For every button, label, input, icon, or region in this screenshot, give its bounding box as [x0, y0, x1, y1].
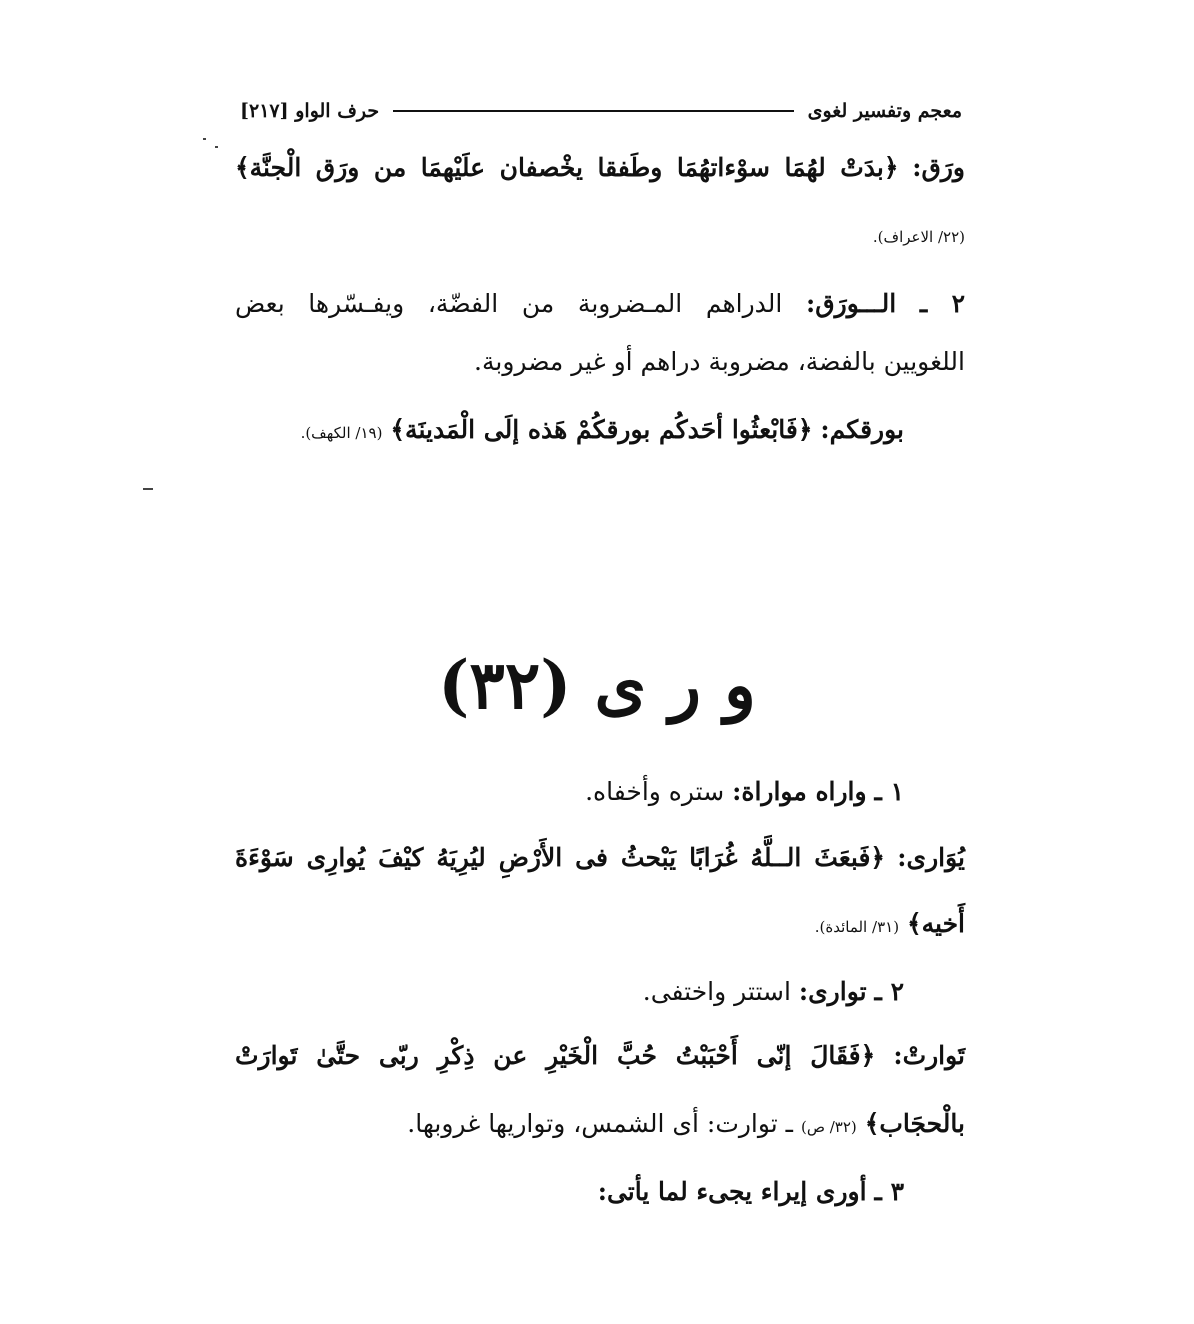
- prev-ex2-ref: (١٩/ الكهف).: [300, 424, 383, 442]
- scan-speck: [143, 488, 153, 490]
- header-section-info: [240, 100, 379, 122]
- root-def3-number: ٣ ـ: [874, 1177, 904, 1206]
- root-ex1-ref: (٣١/ المائدة).: [814, 918, 900, 936]
- root-def3-term: أورى إيراء يجىء لما يأتى:: [597, 1177, 867, 1206]
- root-heading: و ر ى (٣٢): [438, 646, 756, 724]
- prev-example-ref: (٢٢/ الاعراف).: [872, 228, 965, 246]
- root-def3-line: [598, 1172, 904, 1212]
- root-ex2-quote-a: ﴿فَقَالَ إنّى أَحْبَبْتُ حُبَّ الْخَيْرِ عن ذِكْرِ ربّى حتَّىٰ تَوارَتْ: [235, 1041, 876, 1070]
- prev-def2-line-b: [235, 342, 965, 382]
- prev-def2-term: الـــورَق:: [806, 289, 897, 318]
- root-ex2-quote-b: بالْحجَاب﴾: [864, 1109, 965, 1138]
- root-ex2-ref: (٣٢/ ص): [800, 1118, 857, 1136]
- root-def2-text: استتر واختفى.: [642, 977, 791, 1006]
- section-label: حرف الواو: [295, 100, 380, 122]
- root-def1-term: واراه مواراة:: [732, 777, 867, 806]
- root-ex1-line: [235, 838, 965, 878]
- scan-speck: [215, 146, 218, 148]
- root-ex2-line: [235, 1036, 965, 1076]
- root-def1-number: ١ ـ: [874, 777, 904, 806]
- root-ex2-note: ـ توارت: أى الشمس، وتواريها غروبها.: [407, 1109, 794, 1138]
- scan-speck: [203, 138, 206, 140]
- root-ex1-quote-a: ﴿فَبعَثَ الــلَّهُ غُرَابًا يَبْحثُ فى الأَرْضِ ليُرِيَهُ كيْفَ يُوارِى سَوْءَةَ: [235, 843, 886, 872]
- prev-example-word: ورَق:: [912, 153, 965, 182]
- prev-def2-text-b: اللغويين بالفضة، مضروبة دراهم أو غير مضروبة.: [474, 347, 965, 376]
- prev-example-quote: ﴿بدَتْ لهُمَا سوْءاتهُمَا وطَفقا يخْصفان علَيْهمَا من ورَق الْجنَّة﴾: [235, 153, 899, 182]
- prev-ex2-word: بورقكم:: [820, 415, 904, 444]
- book-title: معجم وتفسير لغوى: [807, 100, 962, 122]
- page-number: [٢١٧]: [240, 100, 289, 122]
- prev-example-ref-line: [235, 214, 965, 257]
- root-ex1-line-b: [235, 904, 965, 947]
- root-def1-text: ستره وأخفاه.: [585, 777, 725, 806]
- prev-ex2-line: [301, 410, 904, 453]
- root-ex2-line-b: [235, 1104, 965, 1147]
- running-header: [240, 96, 962, 126]
- prev-example-line: [235, 148, 965, 188]
- root-def1-line: [585, 772, 904, 812]
- prev-def2-line: [235, 284, 965, 324]
- prev-def2-text-a: الدراهم المـضروبة من الفضّة، ويفـسّرها بعض: [235, 289, 783, 318]
- root-def2-number: ٢ ـ: [874, 977, 904, 1006]
- prev-ex2-quote: ﴿فَابْعثُوا أحَدكُم بورقكُمْ هَذه إلَى الْمَدينَة﴾: [390, 415, 813, 444]
- root-ex1-quote-b: أَخيه﴾: [907, 909, 965, 938]
- root-ex1-word: يُوَارى:: [897, 843, 965, 872]
- root-def2-term: توارى:: [798, 977, 867, 1006]
- root-def2-line: [643, 972, 904, 1012]
- root-ex2-word: تَوارتْ:: [893, 1041, 965, 1070]
- prev-def2-number: ٢ ـ: [919, 289, 965, 318]
- header-rule: [393, 110, 793, 112]
